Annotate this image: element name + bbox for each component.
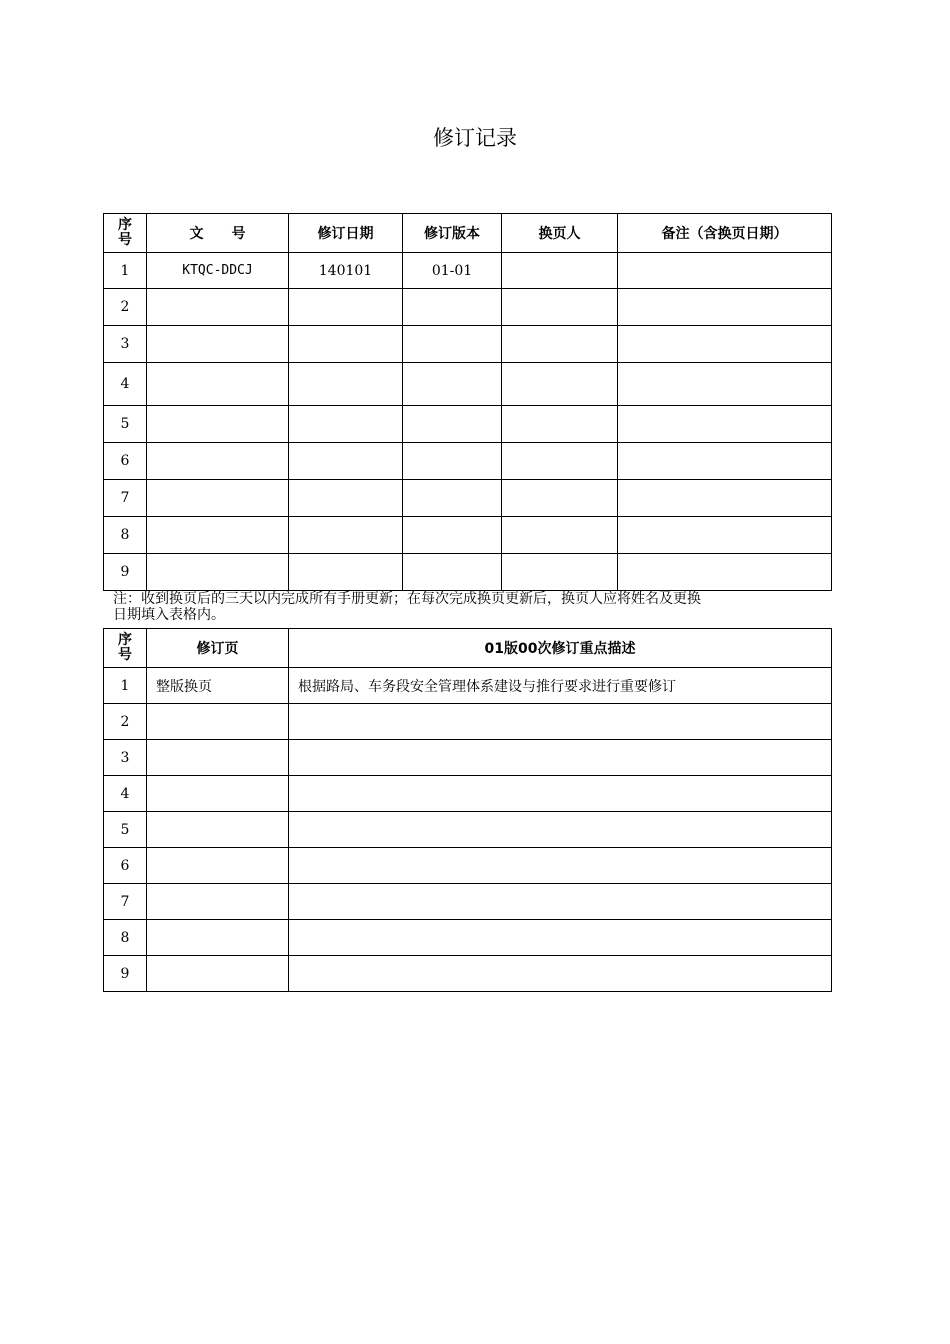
cell-revised-page: 整版换页 — [147, 668, 289, 704]
cell-version — [403, 554, 502, 591]
cell-date — [289, 554, 403, 591]
table-row — [104, 253, 832, 289]
note-line-2: 日期填入表格内。 — [113, 607, 225, 623]
cell-seq: 3 — [104, 740, 147, 776]
cell-doc-no — [147, 443, 289, 480]
cell-doc-no — [147, 554, 289, 591]
cell-seq: 8 — [104, 920, 147, 956]
cell-description — [289, 956, 832, 992]
cell-date — [289, 289, 403, 326]
note-line-1: 注：收到换页后的三天以内完成所有手册更新；在每次完成换页更新后，换页人应将姓名及更换 — [113, 591, 701, 607]
revision-table-header-row — [104, 214, 832, 253]
cell-revised-page — [147, 740, 289, 776]
cell-seq: 9 — [104, 554, 147, 591]
header-remarks: 备注（含换页日期） — [618, 214, 832, 253]
table-row — [104, 740, 832, 776]
cell-version — [403, 517, 502, 554]
cell-revised-page — [147, 704, 289, 740]
header-seq — [104, 629, 147, 668]
cell-remarks — [618, 554, 832, 591]
revision-detail-table — [103, 628, 832, 992]
cell-seq: 2 — [104, 289, 147, 326]
cell-seq: 4 — [104, 363, 147, 406]
cell-changer — [502, 517, 618, 554]
cell-date — [289, 406, 403, 443]
cell-changer — [502, 363, 618, 406]
cell-changer — [502, 554, 618, 591]
cell-seq: 6 — [104, 848, 147, 884]
cell-seq: 6 — [104, 443, 147, 480]
cell-description — [289, 884, 832, 920]
cell-doc-no — [147, 363, 289, 406]
cell-doc-no — [147, 517, 289, 554]
cell-revised-page — [147, 812, 289, 848]
header-page-changer: 换页人 — [502, 214, 618, 253]
cell-description — [289, 812, 832, 848]
table-row — [104, 956, 832, 992]
cell-changer — [502, 480, 618, 517]
page-title: 修订记录 — [433, 126, 517, 150]
cell-description — [289, 740, 832, 776]
cell-revised-page — [147, 776, 289, 812]
header-revision-version: 修订版本 — [403, 214, 502, 253]
cell-revised-page — [147, 884, 289, 920]
cell-doc-no: KTQC-DDCJ — [147, 253, 289, 289]
table-row — [104, 554, 832, 591]
header-seq-line1: 序 — [118, 632, 132, 648]
cell-version — [403, 326, 502, 363]
table-row — [104, 406, 832, 443]
detail-table-header-row — [104, 629, 832, 668]
header-seq-line1: 序 — [118, 217, 132, 233]
header-doc-no: 文 号 — [147, 214, 289, 253]
cell-date — [289, 517, 403, 554]
cell-description: 根据路局、车务段安全管理体系建设与推行要求进行重要修订 — [289, 668, 832, 704]
table-row — [104, 812, 832, 848]
cell-seq: 1 — [104, 253, 147, 289]
revision-record-table — [103, 213, 832, 591]
cell-description — [289, 848, 832, 884]
cell-remarks — [618, 363, 832, 406]
cell-description — [289, 776, 832, 812]
cell-seq: 4 — [104, 776, 147, 812]
cell-seq: 5 — [104, 406, 147, 443]
cell-date — [289, 363, 403, 406]
cell-date — [289, 443, 403, 480]
cell-changer — [502, 326, 618, 363]
table-row — [104, 704, 832, 740]
header-seq-line2: 号 — [118, 647, 132, 663]
cell-remarks — [618, 253, 832, 289]
table-row — [104, 668, 832, 704]
cell-version — [403, 480, 502, 517]
cell-revised-page — [147, 956, 289, 992]
cell-version — [403, 406, 502, 443]
cell-revised-page — [147, 848, 289, 884]
cell-remarks — [618, 289, 832, 326]
cell-revised-page — [147, 920, 289, 956]
cell-doc-no — [147, 289, 289, 326]
table-row — [104, 480, 832, 517]
header-description: 01版00次修订重点描述 — [289, 629, 832, 668]
cell-doc-no — [147, 480, 289, 517]
cell-remarks — [618, 406, 832, 443]
cell-changer — [502, 443, 618, 480]
cell-description — [289, 920, 832, 956]
table-row — [104, 920, 832, 956]
cell-version — [403, 289, 502, 326]
cell-seq: 9 — [104, 956, 147, 992]
table-row — [104, 848, 832, 884]
header-revised-page: 修订页 — [147, 629, 289, 668]
cell-doc-no — [147, 406, 289, 443]
table-row — [104, 443, 832, 480]
cell-changer — [502, 289, 618, 326]
cell-remarks — [618, 443, 832, 480]
table-row — [104, 326, 832, 363]
cell-remarks — [618, 517, 832, 554]
cell-seq: 5 — [104, 812, 147, 848]
update-note — [113, 591, 828, 623]
cell-remarks — [618, 480, 832, 517]
cell-seq: 3 — [104, 326, 147, 363]
table-row — [104, 884, 832, 920]
cell-seq: 7 — [104, 884, 147, 920]
cell-version — [403, 443, 502, 480]
cell-version: 01-01 — [403, 253, 502, 289]
cell-seq: 2 — [104, 704, 147, 740]
cell-seq: 7 — [104, 480, 147, 517]
cell-date: 140101 — [289, 253, 403, 289]
cell-doc-no — [147, 326, 289, 363]
cell-description — [289, 704, 832, 740]
table-row — [104, 363, 832, 406]
table-row — [104, 289, 832, 326]
cell-date — [289, 480, 403, 517]
header-seq — [104, 214, 147, 253]
header-seq-line2: 号 — [118, 232, 132, 248]
cell-seq: 1 — [104, 668, 147, 704]
cell-date — [289, 326, 403, 363]
header-revision-date: 修订日期 — [289, 214, 403, 253]
cell-changer — [502, 253, 618, 289]
cell-changer — [502, 406, 618, 443]
table-row — [104, 517, 832, 554]
cell-version — [403, 363, 502, 406]
cell-remarks — [618, 326, 832, 363]
table-row — [104, 776, 832, 812]
cell-seq: 8 — [104, 517, 147, 554]
